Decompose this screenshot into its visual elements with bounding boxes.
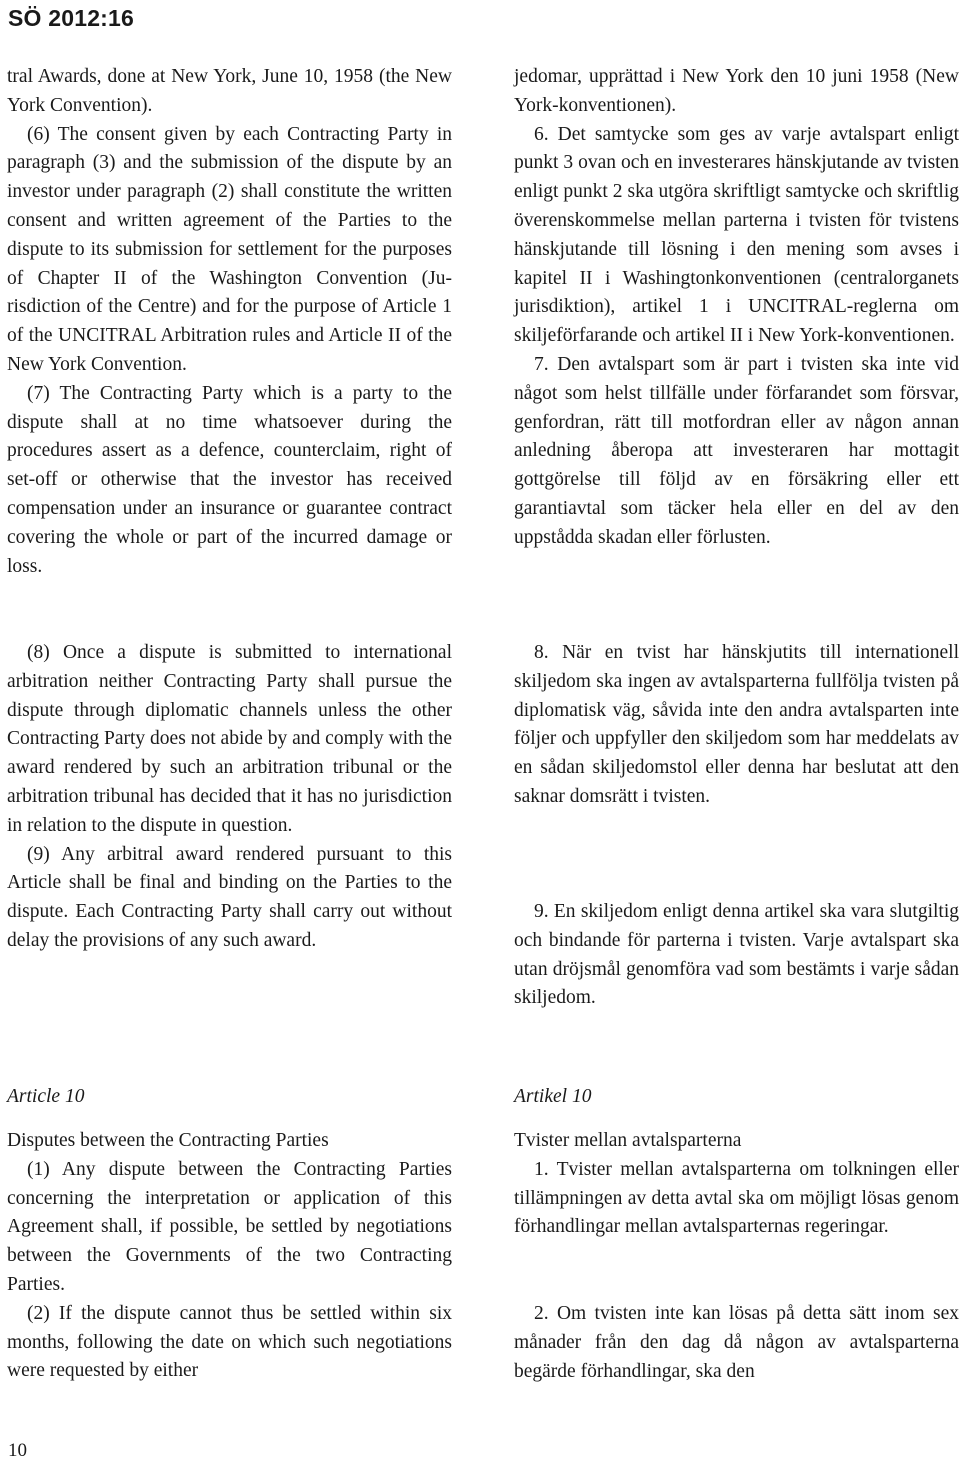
page-number: 10: [8, 1440, 27, 1461]
document-reference: SÖ 2012:16: [8, 5, 135, 31]
swedish-continued-paragraph: [514, 63, 959, 553]
swedish-paragraph-new-york-convention: jedomar, upprättad i New York den 10 juni 1958 (New York-konventionen).: [514, 66, 959, 116]
swedish-paragraph-6: 6. Det samtycke som ges av varje avtalspart enligt punkt 3 ovan och en investerares hänskjutande av tvisten enligt punkt 2 ska utgöra skriftligt samtycke och skriftlig överenskommelse mellan parterna i tvisten för tvistens hänskjutande till lösning i den mening som avses i kapitel II i Washingtonkonventionen (centralorganets jurisdiktion), artikel 1 i UNCITRAL-reglerna om skiljeförfarande och artikel II i New York-konventionen.: [514, 123, 959, 347]
english-article-10-paragraph-1: (1) Any dispute between the Contracting Parties concerning the interpretation or application of this Agreement shall, if possible, be settled by negotiations between the Governments of the two Contracting Parties.: [7, 1158, 452, 1295]
swedish-paragraph-8-block: [514, 639, 959, 812]
english-article-10-label: Article 10: [7, 1086, 85, 1107]
swedish-paragraph-9-block: [514, 898, 959, 1013]
english-article-10-body: [7, 1127, 452, 1386]
swedish-article-10-body: [514, 1127, 959, 1242]
english-paragraph-6: (6) The consent given by each Contracting Party in paragraph (3) and the submission of the dispute by an investor under paragraph (2) shall constitute the written consent and written agreement of the Parties to the dispute to its submission for settlement for the purposes of Chapter II of the Washington Convention (Jurisdiction of the Centre) and for the purpose of Article 1 of the UNCITRAL Arbitration rules and Article II of the New York Convention.: [7, 123, 452, 375]
swedish-article-10-label: Artikel 10: [514, 1086, 592, 1107]
english-paragraphs-8-9: [7, 639, 452, 956]
swedish-article-10-paragraph-1: 1. Tvister mellan avtalsparterna om tolkningen eller tillämpningen av detta avtal ska om möjligt lösas genom förhandlingar mellan avtalsparternas regeringar.: [514, 1158, 959, 1238]
swedish-article-10-paragraph-2: 2. Om tvisten inte kan lösas på detta sätt inom sex månader från den dag då någon av avtalsparterna begärde förhandlingar, ska den: [514, 1303, 959, 1382]
swedish-article-10-heading: [514, 1083, 959, 1112]
english-article-10-paragraph-2: (2) If the dispute cannot thus be settled within six months, following the date on which such negotiations were requested by either: [7, 1302, 452, 1382]
swedish-paragraph-7: 7. Den avtalspart som är part i tvisten ska inte vid något som helst tillfälle under förfarandet som försvar, genfordran, rätt till motfordran eller av någon annan anledning åberopa att investeraren har mottagit gottgörelse till följd av en försäkring eller ett garantiavtal som täcker hela eller en del av den uppstådda skadan eller förlusten.: [514, 353, 959, 548]
english-article-10-heading: [7, 1083, 452, 1112]
swedish-article-10-title: Tvister mellan avtalsparterna: [514, 1130, 742, 1151]
english-paragraph-9: (9) Any arbitral award rendered pursuant to this Article shall be final and binding on the Parties to the dispute. Each Contracting Party shall carry out without delay the provisions of any such award.: [7, 843, 452, 951]
english-paragraph-8: (8) Once a dispute is submitted to international arbitration neither Contracting Party shall pursue the dispute through diplomatic channels unless the other Contracting Party does not abide by and comply with the award rendered by such an arbitration tribunal or the arbitration tribunal has decided that it has no jurisdiction in relation to the dispute in question.: [7, 642, 452, 836]
swedish-article-10-paragraph-2-block: [514, 1300, 959, 1386]
english-paragraph-new-york-convention: tral Awards, done at New York, June 10, 1958 (the New York Convention).: [7, 66, 452, 116]
swedish-paragraph-9: 9. En skiljedom enligt denna artikel ska vara slutgiltig och bindande för parterna i tvisten. Varje avtalspart ska utan dröjsmål genomföra vad som bestämts i varje sådan skiljedom.: [514, 901, 959, 1009]
english-continued-paragraph: [7, 63, 452, 581]
english-article-10-title: Disputes between the Contracting Parties: [7, 1130, 329, 1151]
english-paragraph-7: (7) The Contracting Party which is a party to the dispute shall at no time whatsoever during the procedures assert as a defence, counterclaim, right of set-off or otherwise that the investor has received compensation under an insurance or guarantee contract covering the whole or part of the incurred damage or loss.: [7, 382, 452, 577]
swedish-paragraph-8: 8. När en tvist har hänskjutits till internationell skiljedom ska ingen av avtalsparterna fullfölja tvisten på diplomatisk väg, såvida inte den andra avtalsparten inte följer och uppfyller den skiljedom som har meddelats av en sådan skiljedomstol eller denna har beslutat att den saknar domsrätt i tvisten.: [514, 642, 959, 807]
